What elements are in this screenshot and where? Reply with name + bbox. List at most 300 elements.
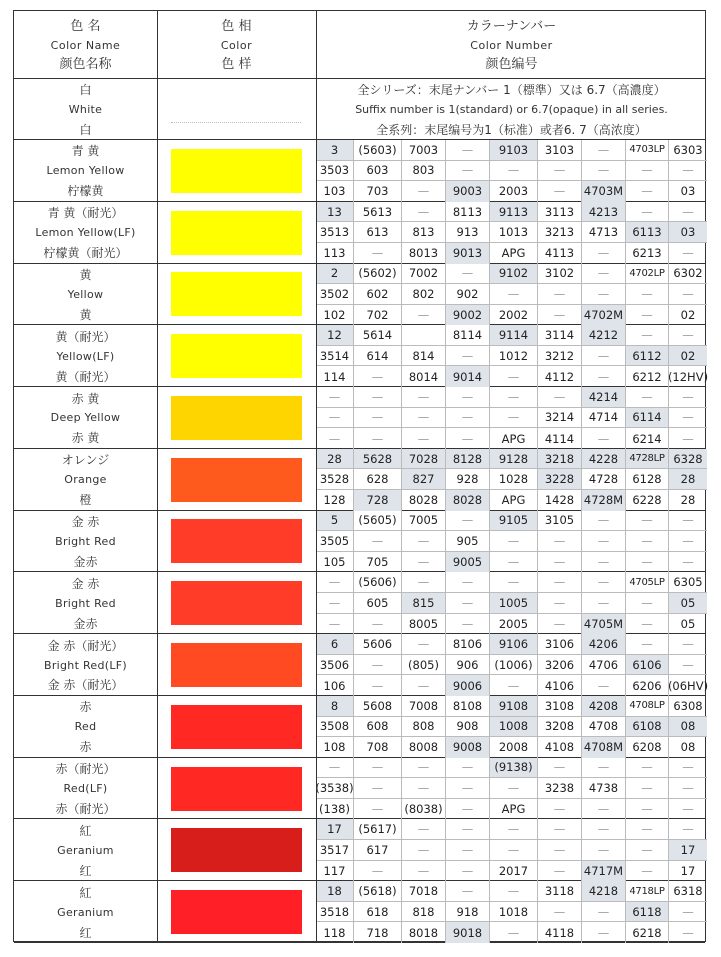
column-divider xyxy=(157,11,158,941)
color-number-cell: 4713 xyxy=(582,222,626,243)
color-number-cell: — xyxy=(582,572,626,593)
color-number-cell: 6218 xyxy=(626,922,669,943)
color-number-cell: APG xyxy=(490,799,538,820)
color-name-jp: 紅 xyxy=(79,885,92,900)
color-number-cell: — xyxy=(582,161,626,182)
color-number-cell: — xyxy=(354,799,402,820)
color-name xyxy=(14,572,157,634)
color-number-cell: — xyxy=(446,840,490,861)
color-number-cell: — xyxy=(354,366,402,387)
color-number-cell: 703 xyxy=(354,181,402,202)
color-group xyxy=(14,202,705,264)
color-number-cell: 3208 xyxy=(538,717,582,738)
color-number-cell: (8038) xyxy=(402,799,446,820)
color-number-cell: (5618) xyxy=(354,881,402,902)
color-number-cell: 03 xyxy=(669,222,707,243)
color-number-cell: — xyxy=(626,778,669,799)
color-number-cell: — xyxy=(490,161,538,182)
color-number-cell: — xyxy=(354,861,402,882)
color-number-cell: 08 xyxy=(669,717,707,738)
color-name-en: Geranium xyxy=(57,905,114,919)
color-number-cell: 2017 xyxy=(490,861,538,882)
color-number-cell: — xyxy=(682,925,694,940)
header-name-jp: 色 名 xyxy=(70,18,101,34)
color-swatch xyxy=(171,705,302,749)
color-name-cn: 柠檬黄（耐光） xyxy=(43,246,128,261)
color-number-cell: 3238 xyxy=(538,778,582,799)
color-number-cell: — xyxy=(446,511,490,532)
color-number-cell: 818 xyxy=(402,902,446,923)
color-swatch xyxy=(171,396,302,440)
color-number-cell: APG xyxy=(490,428,538,449)
swatch-cell xyxy=(157,387,315,449)
color-number-cell: — xyxy=(582,284,626,305)
color-number-cell: 17 xyxy=(669,840,707,861)
color-number-grid xyxy=(316,264,707,325)
color-number-cell: 906 xyxy=(446,655,490,676)
color-number-cell: — xyxy=(538,387,582,408)
color-number-cell: — xyxy=(490,531,538,552)
color-number-cell: 4213 xyxy=(582,202,626,223)
color-number-cell: — xyxy=(490,819,538,840)
color-number-cell: 17 xyxy=(680,863,696,878)
header-color xyxy=(157,11,316,79)
color-number-cell: — xyxy=(626,861,669,882)
color-number-cell: 4703M xyxy=(582,181,626,202)
swatch-cell xyxy=(157,572,315,634)
color-number-cell: 9013 xyxy=(446,243,490,264)
color-number-cell: 815 xyxy=(402,593,446,614)
header-color-name xyxy=(14,11,157,79)
color-number-cell: 718 xyxy=(354,922,402,943)
color-number-cell: — xyxy=(538,593,582,614)
color-number-cell: — xyxy=(626,593,669,614)
color-group xyxy=(14,696,705,758)
color-group xyxy=(14,758,705,820)
color-number-cell: 9108 xyxy=(490,696,538,717)
color-number-cell: — xyxy=(669,778,707,799)
color-name-en: Geranium xyxy=(57,843,114,857)
color-number-cell: — xyxy=(582,366,626,387)
color-name-cn: 橙 xyxy=(79,493,92,508)
color-number-cell: 3118 xyxy=(538,881,582,902)
color-number-cell: — xyxy=(626,840,669,861)
color-number-cell: 9102 xyxy=(490,264,538,285)
color-number-cell: 1013 xyxy=(490,222,538,243)
color-name xyxy=(14,511,157,573)
color-name-en: Yellow xyxy=(67,287,104,301)
color-number-cell: 6106 xyxy=(626,655,669,676)
color-name-jp: オレンジ xyxy=(61,453,110,468)
color-name xyxy=(14,758,157,820)
color-number-cell: 4206 xyxy=(582,634,626,655)
color-number-cell: 4702LP xyxy=(626,264,669,285)
color-number-cell: — xyxy=(316,572,354,593)
color-number-cell: — xyxy=(402,305,446,326)
color-number-cell: — xyxy=(490,366,538,387)
color-number-grid xyxy=(316,325,707,386)
color-number-cell: 117 xyxy=(316,861,354,882)
color-number-cell: 7018 xyxy=(402,881,446,902)
color-number-cell: 8128 xyxy=(446,449,490,470)
color-number-cell: — xyxy=(538,531,582,552)
color-number-cell: 1012 xyxy=(490,346,538,367)
color-number-cell: — xyxy=(626,552,669,573)
color-number-cell: 8005 xyxy=(402,614,446,635)
color-number-cell xyxy=(402,325,446,346)
color-number-cell: 3528 xyxy=(316,469,354,490)
white-name xyxy=(14,79,157,140)
color-number-cell: 7008 xyxy=(402,696,446,717)
color-number-cell: — xyxy=(538,181,582,202)
color-number-cell: — xyxy=(626,799,669,820)
color-number-cell: — xyxy=(446,387,490,408)
color-swatch xyxy=(171,767,302,811)
color-number-cell: — xyxy=(669,284,707,305)
color-number-cell: 9103 xyxy=(490,140,538,161)
color-number-cell: 4708LP xyxy=(626,696,669,717)
color-number-cell: 902 xyxy=(446,284,490,305)
color-number-cell: 4218 xyxy=(582,881,626,902)
color-number-cell: 3206 xyxy=(538,655,582,676)
color-number-cell: 4708 xyxy=(582,717,626,738)
swatch-cell xyxy=(157,511,315,573)
color-number-grid xyxy=(316,758,707,819)
color-number-cell: — xyxy=(402,387,446,408)
color-number-cell: 8 xyxy=(316,696,354,717)
color-number-cell: 802 xyxy=(402,284,446,305)
swatch-cell xyxy=(157,758,315,820)
color-number-cell: — xyxy=(446,346,490,367)
color-number-cell: 128 xyxy=(316,490,354,511)
color-number-cell: — xyxy=(316,428,354,449)
color-number-cell: — xyxy=(682,246,694,261)
color-number-cell: — xyxy=(402,552,446,573)
color-number-cell: — xyxy=(402,861,446,882)
color-number-cell: 4714 xyxy=(582,408,626,429)
color-number-cell: — xyxy=(402,531,446,552)
white-note-en: Suffix number is 1(standard) or 6.7(opaque) in all series. xyxy=(355,102,668,116)
color-number-cell: — xyxy=(669,902,707,923)
color-number-cell: (3538) xyxy=(316,778,354,799)
color-number-cell: — xyxy=(402,572,446,593)
color-number-cell: 602 xyxy=(354,284,402,305)
color-number-cell: 6213 xyxy=(626,243,669,264)
color-group xyxy=(14,819,705,881)
color-number-cell: 1008 xyxy=(490,717,538,738)
color-number-cell: (5606) xyxy=(354,572,402,593)
color-number-cell: — xyxy=(538,284,582,305)
color-number-cell: 9128 xyxy=(490,449,538,470)
color-number-cell: APG xyxy=(490,243,538,264)
color-number-cell: 1028 xyxy=(490,469,538,490)
color-number-cell: 6113 xyxy=(626,222,669,243)
color-number-cell: 2008 xyxy=(490,737,538,758)
color-number-cell: — xyxy=(446,593,490,614)
color-number-cell: 702 xyxy=(354,305,402,326)
color-name-jp: 青 黄 xyxy=(71,144,100,159)
color-number-cell: 7028 xyxy=(402,449,446,470)
color-number-cell: 918 xyxy=(446,902,490,923)
color-number-cell: 9114 xyxy=(490,325,538,346)
color-number-cell: — xyxy=(354,408,402,429)
color-name-jp: 黄（耐光） xyxy=(55,329,116,344)
color-name-jp: 紅 xyxy=(79,823,92,838)
color-number-cell: 3503 xyxy=(316,161,354,182)
color-number-cell: — xyxy=(402,840,446,861)
color-number-cell: APG xyxy=(490,490,538,511)
color-number-cell: 6318 xyxy=(669,881,707,902)
color-number-cell: — xyxy=(354,531,402,552)
color-number-cell: — xyxy=(626,614,669,635)
color-number-cell: 8028 xyxy=(446,490,490,511)
color-number-cell: — xyxy=(490,675,538,696)
color-number-cell: 05 xyxy=(680,616,696,631)
color-number-cell: — xyxy=(538,552,582,573)
color-number-cell: 03 xyxy=(680,184,696,199)
color-number-cell: 908 xyxy=(446,717,490,738)
color-number-grid xyxy=(316,387,707,448)
color-number-cell: 108 xyxy=(316,737,354,758)
color-number-cell: 2 xyxy=(316,264,354,285)
color-name xyxy=(14,634,157,696)
color-number-cell: — xyxy=(582,264,626,285)
color-number-cell: — xyxy=(446,614,490,635)
color-number-cell: — xyxy=(316,758,354,779)
color-swatch xyxy=(171,643,302,687)
color-group xyxy=(14,264,705,326)
color-number-cell: 708 xyxy=(354,737,402,758)
color-number-cell: — xyxy=(402,202,446,223)
color-number-cell: — xyxy=(490,840,538,861)
color-group xyxy=(14,572,705,634)
color-name-en: Lemon Yellow xyxy=(46,164,125,178)
color-name-jp: 金 赤 xyxy=(71,576,100,591)
color-name-en: Bright Red(LF) xyxy=(43,658,128,672)
color-number-cell: 8028 xyxy=(402,490,446,511)
color-number-cell: — xyxy=(582,593,626,614)
color-name-jp: 黄 xyxy=(79,267,92,282)
color-number-cell: 614 xyxy=(354,346,402,367)
color-number-cell: 9106 xyxy=(490,634,538,655)
color-number-cell: — xyxy=(446,799,490,820)
color-number-cell: 6212 xyxy=(626,366,669,387)
color-number-cell: — xyxy=(538,902,582,923)
swatch-cell xyxy=(157,325,315,387)
color-number-cell: — xyxy=(354,655,402,676)
color-name xyxy=(14,202,157,264)
color-number-cell: — xyxy=(490,284,538,305)
color-number-cell: — xyxy=(582,243,626,264)
color-number-cell: 3102 xyxy=(538,264,582,285)
color-number-cell: — xyxy=(402,778,446,799)
color-number-grid xyxy=(316,819,707,880)
color-name xyxy=(14,140,157,202)
color-name-cn: 黄 xyxy=(79,307,92,322)
color-number-cell: — xyxy=(490,572,538,593)
color-number-cell: 3502 xyxy=(316,284,354,305)
color-number-cell: 3505 xyxy=(316,531,354,552)
color-number-cell: — xyxy=(582,428,626,449)
color-number-cell: 913 xyxy=(446,222,490,243)
color-name-jp: 金 赤 xyxy=(71,515,100,530)
color-number-cell: 17 xyxy=(316,819,354,840)
color-swatch xyxy=(171,828,302,872)
color-swatch xyxy=(171,458,302,502)
color-number-cell: 2002 xyxy=(490,305,538,326)
swatch-cell xyxy=(157,449,315,511)
swatch-cell xyxy=(157,881,315,943)
color-number-cell: — xyxy=(446,819,490,840)
color-name-en: Lemon Yellow(LF) xyxy=(35,226,136,240)
color-name-cn: 红 xyxy=(79,925,92,940)
color-number-cell: — xyxy=(626,161,669,182)
color-name-cn: 红 xyxy=(79,863,92,878)
color-name xyxy=(14,449,157,511)
color-number-cell: 08 xyxy=(680,740,696,755)
color-number-cell: — xyxy=(446,758,490,779)
color-number-cell: 728 xyxy=(354,490,402,511)
color-number-cell: 4208 xyxy=(582,696,626,717)
color-number-cell: — xyxy=(538,305,582,326)
color-number-cell: — xyxy=(354,675,402,696)
color-number-cell: 5628 xyxy=(354,449,402,470)
color-number-cell: 8114 xyxy=(446,325,490,346)
color-number-cell: — xyxy=(669,531,707,552)
color-number-cell: — xyxy=(490,778,538,799)
color-name-jp: 金 赤（耐光） xyxy=(47,638,124,653)
color-number-cell: 105 xyxy=(316,552,354,573)
color-number-cell: 8008 xyxy=(402,737,446,758)
color-number-cell: — xyxy=(669,202,707,223)
color-number-cell: — xyxy=(354,428,402,449)
color-number-cell: 9002 xyxy=(446,305,490,326)
color-number-cell: — xyxy=(682,555,694,570)
color-number-cell: — xyxy=(582,140,626,161)
color-number-cell: 8013 xyxy=(402,243,446,264)
color-number-cell: 9008 xyxy=(446,737,490,758)
color-number-cell: 3213 xyxy=(538,222,582,243)
color-number-cell: 114 xyxy=(316,366,354,387)
color-number-cell: — xyxy=(490,922,538,943)
color-number-cell: — xyxy=(538,614,582,635)
color-number-cell: 6128 xyxy=(626,469,669,490)
color-number-grid xyxy=(316,449,707,510)
color-number-cell: 5613 xyxy=(354,202,402,223)
color-number-cell: 6328 xyxy=(669,449,707,470)
color-number-cell: 3106 xyxy=(538,634,582,655)
color-number-cell: 6208 xyxy=(626,737,669,758)
color-number-cell: 9113 xyxy=(490,202,538,223)
color-number-grid xyxy=(316,511,707,572)
color-number-cell: 603 xyxy=(354,161,402,182)
color-number-cell: 113 xyxy=(316,243,354,264)
color-number-cell: 3513 xyxy=(316,222,354,243)
color-number-cell: (5602) xyxy=(354,264,402,285)
color-number-cell: — xyxy=(626,305,669,326)
color-number-cell: 12 xyxy=(316,325,354,346)
color-number-cell: — xyxy=(582,675,626,696)
color-name xyxy=(14,881,157,943)
color-number-cell: 4705LP xyxy=(626,572,669,593)
color-number-grid xyxy=(316,696,707,757)
color-number-cell: 3108 xyxy=(538,696,582,717)
color-number-cell: 05 xyxy=(669,593,707,614)
color-name-cn: 赤 xyxy=(79,740,92,755)
color-number-cell: — xyxy=(316,408,354,429)
color-number-cell: 8108 xyxy=(446,696,490,717)
color-number-cell: — xyxy=(582,840,626,861)
color-number-cell: 3214 xyxy=(538,408,582,429)
color-number-cell: 103 xyxy=(316,181,354,202)
color-swatch xyxy=(171,890,302,934)
color-number-cell: 106 xyxy=(316,675,354,696)
color-number-cell: 4113 xyxy=(538,243,582,264)
color-number-cell: — xyxy=(446,778,490,799)
color-number-cell: — xyxy=(354,778,402,799)
color-number-cell: — xyxy=(582,799,626,820)
color-number-cell: 928 xyxy=(446,469,490,490)
color-swatch xyxy=(171,211,302,255)
color-name-cn: 金赤 xyxy=(73,616,98,631)
color-number-cell: 118 xyxy=(316,922,354,943)
color-number-cell: 4728 xyxy=(582,469,626,490)
color-group xyxy=(14,511,705,573)
color-number-cell: 613 xyxy=(354,222,402,243)
color-number-cell: 28 xyxy=(316,449,354,470)
color-number-cell: — xyxy=(446,161,490,182)
color-number-cell: — xyxy=(446,264,490,285)
color-number-cell: 9003 xyxy=(446,181,490,202)
swatch-cell xyxy=(157,819,315,881)
color-name xyxy=(14,325,157,387)
color-number-cell: 7002 xyxy=(402,264,446,285)
color-number-cell: 3 xyxy=(316,140,354,161)
color-number-cell: 4728M xyxy=(582,490,626,511)
color-number-grid xyxy=(316,881,707,942)
color-group xyxy=(14,881,705,943)
white-swatch xyxy=(171,122,301,123)
color-number-cell: 1005 xyxy=(490,593,538,614)
color-number-cell: — xyxy=(582,902,626,923)
color-number-grid xyxy=(316,572,707,633)
color-number-cell: 5 xyxy=(316,511,354,532)
color-number-cell: 608 xyxy=(354,717,402,738)
color-name-jp: 赤 黄 xyxy=(71,391,100,406)
color-number-cell: 8106 xyxy=(446,634,490,655)
color-number-cell: 3508 xyxy=(316,717,354,738)
color-number-cell: — xyxy=(669,408,707,429)
color-number-cell: 618 xyxy=(354,902,402,923)
color-number-cell: 3518 xyxy=(316,902,354,923)
white-note-cn: 全系列：末尾编号为1（标准）或者6. 7（高浓度） xyxy=(376,122,647,137)
color-number-cell: — xyxy=(669,387,707,408)
color-number-cell: — xyxy=(316,387,354,408)
color-number-cell: (06HV) xyxy=(667,678,709,693)
color-number-cell: 4112 xyxy=(538,366,582,387)
color-number-cell: 3506 xyxy=(316,655,354,676)
color-number-cell: 4708M xyxy=(582,737,626,758)
color-number-cell: — xyxy=(669,634,707,655)
color-number-cell: 5608 xyxy=(354,696,402,717)
header-number-en: Color Number xyxy=(470,38,553,52)
color-swatch xyxy=(171,149,302,193)
color-number-cell: 4728LP xyxy=(626,449,669,470)
color-name xyxy=(14,264,157,326)
color-number-cell: (5617) xyxy=(354,819,402,840)
color-number-cell: — xyxy=(446,408,490,429)
header-color-cn: 色 样 xyxy=(221,56,252,72)
